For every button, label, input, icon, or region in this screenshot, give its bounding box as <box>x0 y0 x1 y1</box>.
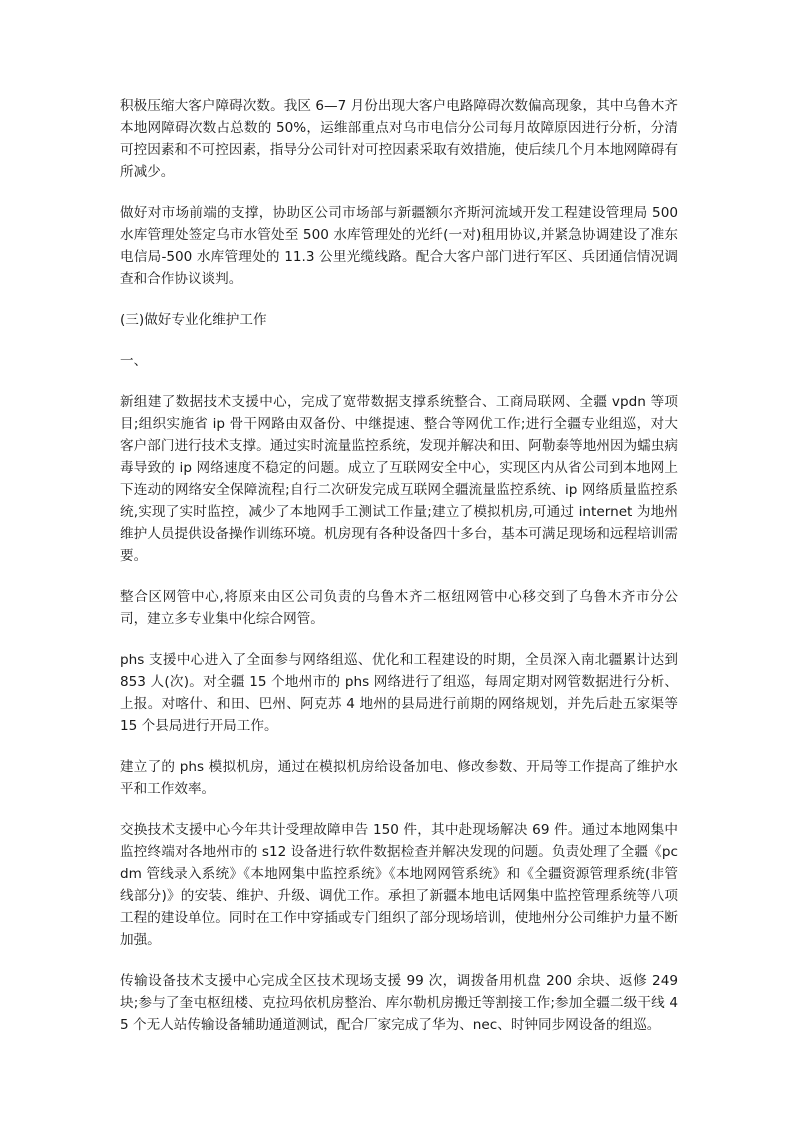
paragraph-phs-simulation-room: 建立了的 phs 模拟机房，通过在模拟机房给设备加电、修改参数、开局等工作提高了维护水平和工作效率。 <box>120 759 678 797</box>
subsection-number: 一、 <box>120 353 148 369</box>
section-heading: (三)做好专业化维护工作 <box>120 312 267 328</box>
paragraph-customer-faults: 积极压缩大客户障碍次数。我区 6—7 月份出现大客户电路障碍次数偏高现象，其中乌鲁木齐本地网障碍次数占总数的 50%，运维部重点对乌市电信分公司每月故障原因进行分析，分清可控因素和不可控因素，指导分公司针对可控因素采取有效措施，使后续几个月本地网障碍有所减少。 <box>120 98 678 180</box>
document-body <box>120 95 678 1055</box>
paragraph-market-support: 做好对市场前端的支撑，协助区公司市场部与新疆额尔齐斯河流域开发工程建设管理局 500 水库管理处签定乌市水管处至 500 水库管理处的光纤(一对)租用协议,并紧急协调建设了准东电信局-500 水库管理处的 11.3 公里光缆线路。配合大客户部门进行军区、兵团通信情况调查和合作协议谈判。 <box>120 205 678 287</box>
paragraph-phs-support-center: phs 支援中心进入了全面参与网络组巡、优化和工程建设的时期，全员深入南北疆累计达到 853 人(次)。对全疆 15 个地州市的 phs 网络进行了组巡，每周定期对网管数据进行分析、上报。对喀什、和田、巴州、阿克苏 4 地州的县局进行前期的网络规划，并先后赴五家渠等 15 个县局进行开局工作。 <box>120 652 678 734</box>
paragraph-switching-support: 交换技术支援中心今年共计受理故障申告 150 件，其中赴现场解决 69 件。通过本地网集中监控终端对各地州市的 s12 设备进行软件数据检查并解决发现的问题。负责处理了全疆《pcdm 管线录入系统》《本地网集中监控系统》《本地网网管系统》和《全疆资源管理系统(非管线部分)》的安装、维护、升级、调优工作。承担了新疆本地电话网集中监控管理系统等八项工程的建设单位。同时在工作中穿插或专门组织了部分现场培训，使地州分公司维护力量不断加强。 <box>120 822 678 948</box>
paragraph-transmission-support: 传输设备技术支援中心完成全区技术现场支援 99 次，调拨备用机盘 200 余块、返修 249 块;参与了奎屯枢纽楼、克拉玛依机房整治、库尔勒机房搬迁等割接工作;参加全疆二级干线 45 个无人站传输设备辅助通道测试，配合厂家完成了华为、nec、时钟同步网设备的组巡。 <box>120 973 678 1033</box>
paragraph-data-support-center: 新组建了数据技术支援中心，完成了宽带数据支撑系统整合、工商局联网、全疆 vpdn 等项目;组织实施省 ip 骨干网路由双备份、中继提速、整合等网优工作;进行全疆专业组巡，对大客户部门进行技术支撑。通过实时流量监控系统，发现并解决和田、阿勒泰等地州因为蠕虫病毒导致的 ip 网络速度不稳定的问题。成立了互联网安全中心，实现区内从省公司到本地网上下连动的网络安全保障流程;自行二次研发完成互联网全疆流量监控系统、ip 网络质量监控系统,实现了实时监控，减少了本地网手工测试工作量;建立了模拟机房,可通过 internet 为地州维护人员提供设备操作训练环境。机房现有各种设备四十多台，基本可满足现场和远程培训需要。 <box>120 394 678 564</box>
paragraph-network-management: 整合区网管中心,将原来由区公司负责的乌鲁木齐二枢纽网管中心移交到了乌鲁木齐市分公司，建立多专业集中化综合网管。 <box>120 589 678 627</box>
